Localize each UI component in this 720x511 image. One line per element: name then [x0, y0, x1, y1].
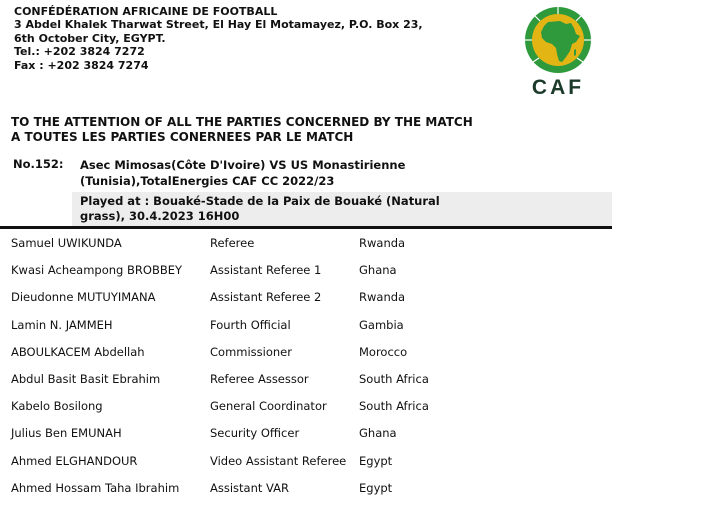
official-role: Referee Assessor: [210, 371, 309, 386]
address-line-2: 6th October City, EGYPT.: [14, 31, 166, 45]
letterhead: [14, 5, 423, 72]
fax: Fax : +202 3824 7274: [14, 58, 149, 72]
match-title-line-2: (Tunisia),TotalEnergies CAF CC 2022/23: [80, 174, 335, 188]
official-role: Commissioner: [210, 344, 292, 359]
official-name: Dieudonne MUTUYIMANA: [11, 290, 156, 305]
attention-block: [11, 115, 473, 145]
played-at-line-2: grass), 30.4.2023 16H00: [80, 209, 240, 223]
official-country: Egypt: [359, 480, 393, 495]
official-country: Morocco: [359, 344, 408, 359]
attention-english: TO THE ATTENTION OF ALL THE PARTIES CONCERNED BY THE MATCH: [11, 115, 473, 129]
official-country: South Africa: [359, 371, 429, 386]
official-role: Security Officer: [210, 426, 300, 441]
official-name: Abdul Basit Basit Ebrahim: [11, 371, 161, 386]
official-name: Julius Ben EMUNAH: [11, 426, 122, 441]
caf-logo: [510, 4, 606, 98]
official-name: Kabelo Bosilong: [11, 399, 103, 414]
official-name: Samuel UWIKUNDA: [11, 236, 122, 250]
played-at-box: [72, 192, 612, 226]
official-country: Ghana: [359, 426, 397, 441]
official-name: Kwasi Acheampong BROBBEY: [11, 263, 183, 278]
official-role: Video Assistant Referee: [210, 453, 347, 468]
attention-french: A TOUTES LES PARTIES CONERNEES PAR LE MATCH: [11, 130, 354, 144]
match-number: No.152:: [13, 157, 64, 171]
official-role: Referee: [210, 236, 255, 250]
match-title: [80, 157, 420, 189]
official-role: Assistant VAR: [210, 480, 290, 495]
org-name: CONFÉDÉRATION AFRICAINE DE FOOTBALL: [14, 5, 278, 18]
official-name: Ahmed Hossam Taha Ibrahim: [11, 480, 180, 495]
official-country: Rwanda: [359, 290, 406, 305]
official-name: ABOULKACEM Abdellah: [11, 344, 145, 359]
madagascar-shape: [574, 49, 576, 56]
official-name: Ahmed ELGHANDOUR: [11, 453, 138, 468]
official-country: Rwanda: [359, 236, 406, 250]
played-at: [80, 194, 440, 224]
logo-text: CAF: [531, 76, 585, 98]
official-role: Assistant Referee 1: [210, 263, 322, 278]
official-role: General Coordinator: [210, 399, 327, 414]
official-name: Lamin N. JAMMEH: [11, 317, 113, 332]
official-role: Assistant Referee 2: [210, 290, 322, 305]
official-role: Fourth Official: [210, 317, 291, 332]
official-country: Egypt: [359, 453, 393, 468]
divider-rule: [0, 226, 612, 229]
address-line-1: 3 Abdel Khalek Tharwat Street, El Hay El Motamayez, P.O. Box 23,: [14, 18, 423, 32]
official-country: Ghana: [359, 263, 397, 278]
match-title-line-1: Asec Mimosas(Côte D'Ivoire) VS US Monastirienne: [80, 158, 406, 172]
official-country: South Africa: [359, 399, 429, 414]
played-at-line-1: Played at : Bouaké-Stade de la Paix de Bouaké (Natural: [80, 194, 440, 208]
telephone: Tel.: +202 3824 7272: [14, 45, 145, 59]
official-country: Gambia: [359, 317, 404, 332]
